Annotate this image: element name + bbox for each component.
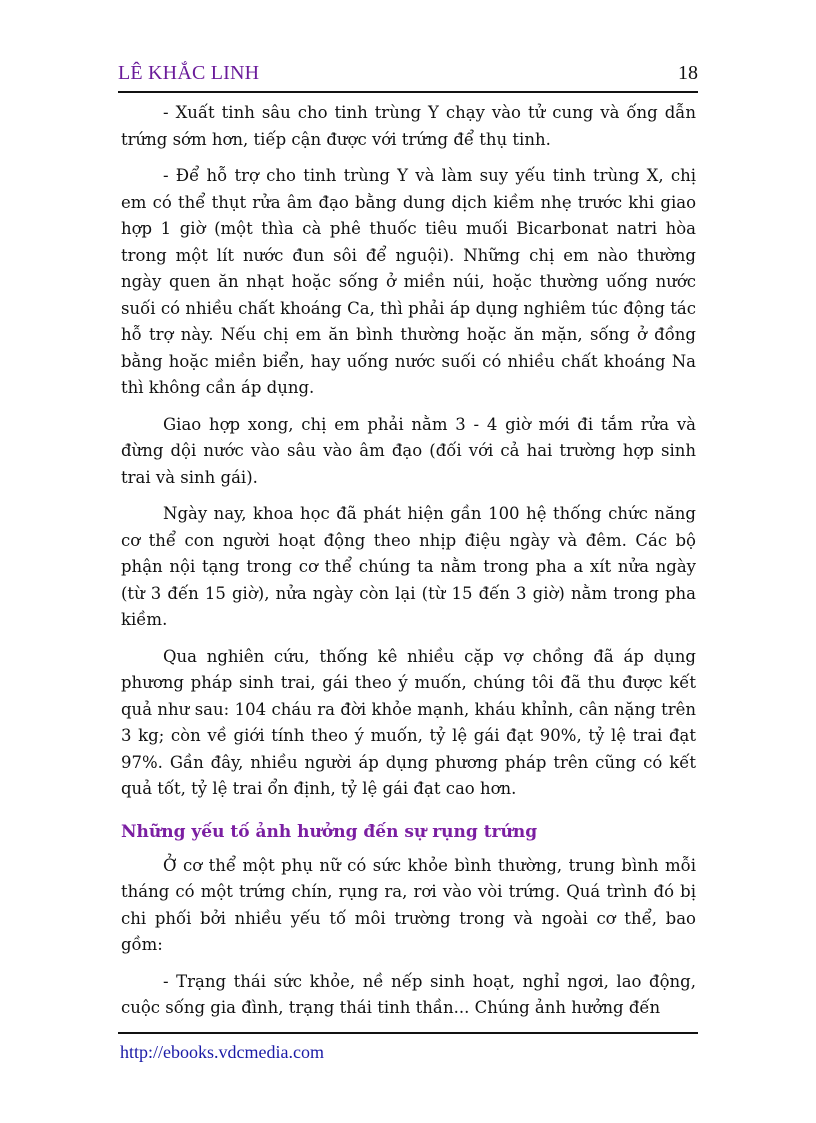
author-name: LÊ KHẮC LINH (118, 62, 260, 84)
paragraph: - Để hỗ trợ cho tinh trùng Y và làm suy yếu tinh trùng X, chị em có thể thụt rửa âm đạo bằng dung dịch kiềm nhẹ trước khi giao hợp 1 giờ (một thìa cà phê thuốc tiêu muối Bicarbonat natri hòa trong một lít nước đun sôi để nguội). Những chị em nào thường ngày quen ăn nhạt hoặc sống ở miền núi, hoặc thường uống nước suối có nhiều chất khoáng Ca, thì phải áp dụng nghiêm túc động tác hỗ trợ này. Nếu chị em ăn bình thường hoặc ăn mặn, sống ở đồng bằng hoặc miền biển, hay uống nước suối có nhiều chất khoáng Na thì không cần áp dụng. (121, 166, 696, 397)
page-body (121, 100, 696, 1032)
header-divider (118, 91, 698, 93)
paragraph: Ngày nay, khoa học đã phát hiện gần 100 hệ thống chức năng cơ thể con người hoạt động theo nhịp điệu ngày và đêm. Các bộ phận nội tạng trong cơ thể chúng ta nằm trong pha a xít nửa ngày (từ 3 đến 15 giờ), nửa ngày còn lại (từ 15 đến 3 giờ) nằm trong pha kiềm. (121, 504, 696, 629)
paragraph: - Xuất tinh sâu cho tinh trùng Y chạy vào tử cung và ống dẫn trứng sớm hơn, tiếp cận được với trứng để thụ tinh. (121, 103, 696, 149)
section-heading: Những yếu tố ảnh hưởng đến sự rụng trứng (121, 821, 538, 842)
footer-link[interactable]: http://ebooks.vdcmedia.com (120, 1042, 324, 1062)
paragraph: Qua nghiên cứu, thống kê nhiều cặp vợ chồng đã áp dụng phương pháp sinh trai, gái theo ý muốn, chúng tôi đã thu được kết quả như sau: 104 cháu ra đời khỏe mạnh, kháu khỉnh, cân nặng trên 3 kg; còn về giới tính theo ý muốn, tỷ lệ gái đạt 90%, tỷ lệ trai đạt 97%. Gần đây, nhiều người áp dụng phương pháp trên cũng có kết quả tốt, tỷ lệ trai ổn định, tỷ lệ gái đạt cao hơn. (121, 646, 696, 798)
footer-divider (118, 1032, 698, 1034)
page-number: 18 (678, 62, 698, 84)
paragraph: Ở cơ thể một phụ nữ có sức khỏe bình thường, trung bình mỗi tháng có một trứng chín, rụng ra, rơi vào vòi trứng. Quá trình đó bị chi phối bởi nhiều yếu tố môi trường trong và ngoài cơ thể, bao gồm: (121, 855, 696, 954)
paragraph: - Trạng thái sức khỏe, nề nếp sinh hoạt, nghỉ ngơi, lao động, cuộc sống gia đình, trạng thái tinh thần... Chúng ảnh hưởng đến (121, 971, 696, 1017)
page-header (118, 60, 698, 90)
paragraph: Giao hợp xong, chị em phải nằm 3 - 4 giờ mới đi tắm rửa và đừng dội nước vào sâu vào âm đạo (đối với cả hai trường hợp sinh trai và sinh gái). (121, 414, 696, 487)
